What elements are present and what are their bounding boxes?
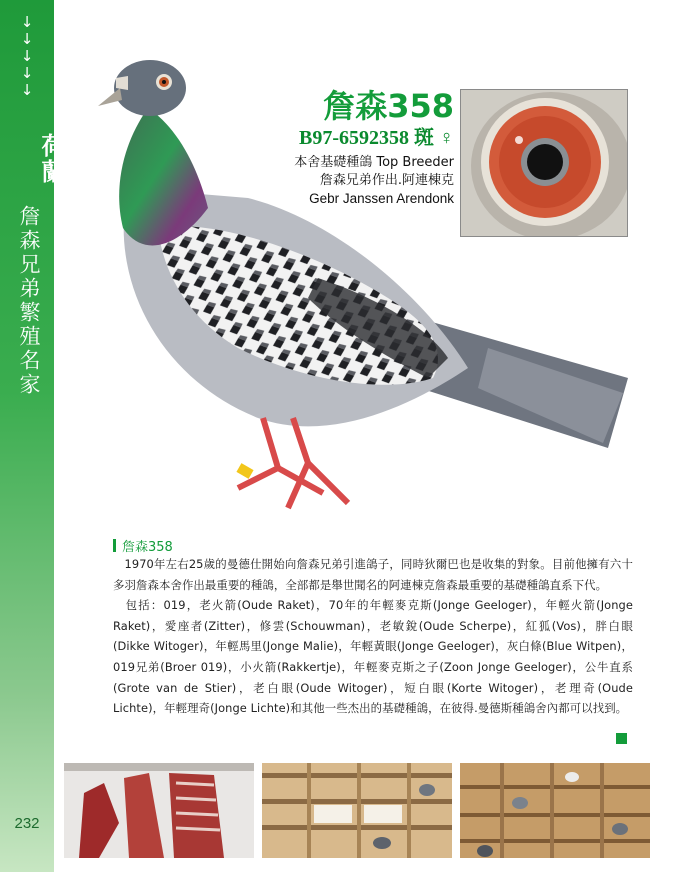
- boxes-illustration: [262, 763, 452, 858]
- meat-illustration: [64, 763, 254, 858]
- heading-marker: [113, 539, 116, 552]
- info-line: Gebr Janssen Arendonk: [309, 191, 454, 206]
- info-line: 詹森兄弟作出.阿連棟克: [319, 173, 454, 188]
- chevron-down-icon: ↓: [20, 13, 34, 31]
- sidebar-country: 荷蘭: [37, 133, 65, 185]
- pigeon-info: [294, 154, 454, 208]
- chevron-stack: [10, 14, 44, 99]
- loft-photo-boxes: [262, 763, 452, 858]
- page-number: 232: [14, 815, 40, 832]
- article-title: 詹森358: [122, 539, 173, 555]
- ring-number: B97-6592358 斑 ♀: [299, 127, 454, 149]
- article-paragraph: 包括：019，老火箭(Oude Raket)，70年的年輕麥克斯(Jonge Geeloger)，年輕火箭(Jonge Raket)，愛座者(Zitter)，修雲(Schouwman)，老敏銳(Oude Scherpe)，紅狐(Vos)，胖白眼(Dikke Witoger)，年輕馬里(Jonge Malie)，年輕黃眼(Jonge Geeloger)，灰白條(Blue Witpen)，019兄弟(Broer 019)，小火箭(Rakkertje)，年輕麥克斯之子(Zoon Jonge Geeloger)，公牛直系(Grote van de Stier)，老白眼(Oude Witoger)，短白眼(Korte Witoger)，老理奇(Oude Lichte)，年輕理奇(Jonge Lichte)和其他一些杰出的基礎種鴿，在彼得.曼德斯種鴿舍內都可以找到。: [113, 598, 633, 716]
- info-line: 本舍基礎種鴿 Top Breeder: [294, 155, 454, 170]
- loft-photo-nests: [460, 763, 650, 858]
- nests-illustration: [460, 763, 650, 858]
- chevron-down-icon: ↓: [20, 30, 34, 48]
- article-heading: [113, 536, 633, 554]
- chevron-down-icon: ↓: [20, 81, 34, 99]
- loft-photo-meat: [64, 763, 254, 858]
- pigeon-name: 詹森358: [323, 87, 454, 125]
- article-paragraph: 1970年左右25歲的曼德仕開始向詹森兄弟引進鴿子，同時狄爾巴也是收集的對象。目前他擁有六十多羽詹森本舍作出最重要的種鴿，全部都是舉世聞名的阿連棟克詹森最重要的基礎種鴿直系下代。: [113, 557, 633, 592]
- article: [113, 536, 633, 719]
- sidebar: [0, 0, 65, 872]
- chevron-down-icon: ↓: [20, 47, 34, 65]
- end-of-article-marker: [616, 733, 627, 744]
- eye-photo: [460, 89, 628, 237]
- sidebar-chapter-title: 詹森兄弟繁殖名家: [17, 205, 41, 397]
- chevron-down-icon: ↓: [20, 64, 34, 82]
- eye-illustration: [461, 90, 627, 236]
